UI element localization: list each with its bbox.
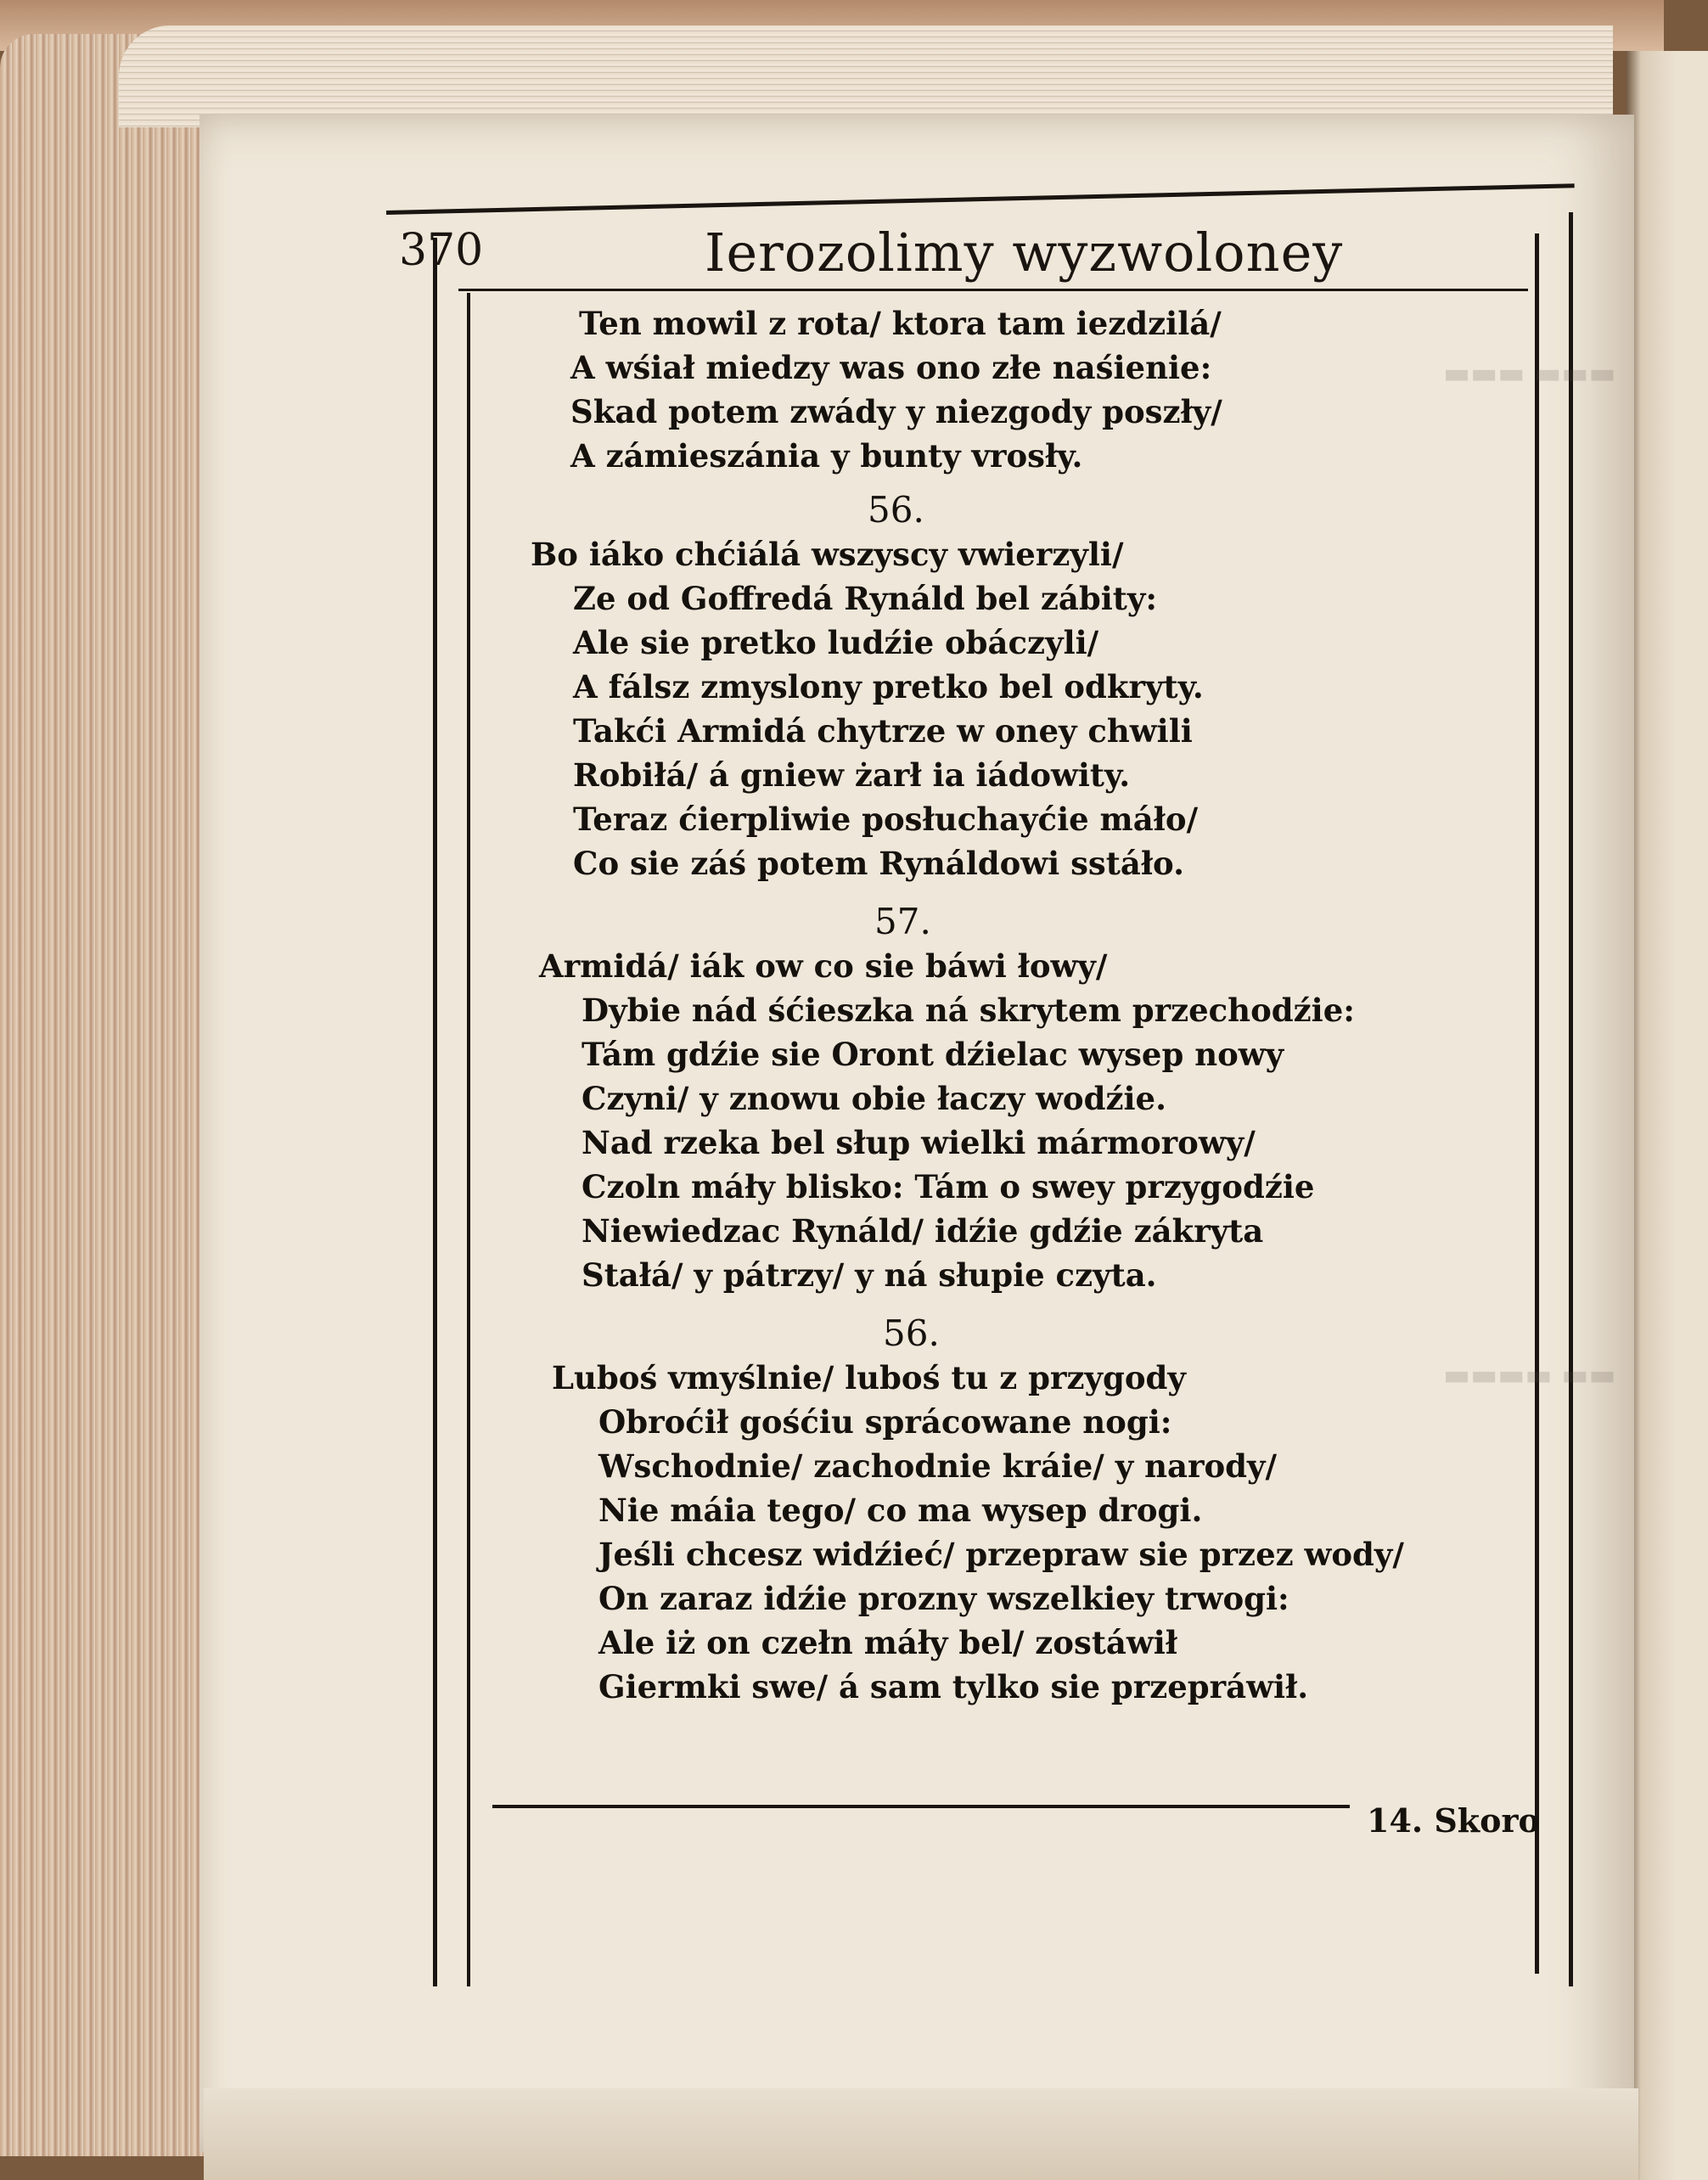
- verse-line: Obroćił gośćiu sprácowane nogi:: [598, 1403, 1172, 1441]
- verse-line: Wschodnie/ zachodnie kráie/ y narody/: [598, 1447, 1278, 1485]
- verse-line: Luboś vmyślnie/ luboś tu z przygody: [552, 1359, 1186, 1396]
- verse-line: A fálsz zmyslony pretko bel odkryty.: [573, 668, 1204, 705]
- verse-line: Co sie záś potem Rynáldowi sstáło.: [573, 845, 1184, 882]
- page-header: [399, 222, 1537, 293]
- verse-line: Ten mowil z rota/ ktora tam iezdzilá/: [579, 305, 1222, 342]
- verse-line: Robiłá/ á gniew żarł ia iádowity.: [573, 756, 1131, 794]
- verse-line: Takći Armidá chytrze w oney chwili: [573, 712, 1193, 750]
- stanza-number: 56.: [868, 489, 924, 531]
- page-edges-left: [0, 34, 212, 2156]
- signature-mark: 14: [1367, 1801, 1412, 1840]
- verse-line: Skad potem zwády y niezgody poszły/: [570, 393, 1222, 430]
- page-bottom-shadow: [204, 2088, 1638, 2180]
- bleed-through-artifact: ▬▬▬ ▬▬▬: [1443, 357, 1616, 390]
- verse-line: Teraz ćierpliwie posłuchayćie máło/: [573, 801, 1199, 838]
- verse-line: On zaraz idźie prozny wszelkiey trwogi:: [598, 1580, 1289, 1617]
- verse-line: Stałá/ y pátrzy/ y ná słupie czyta.: [582, 1256, 1157, 1294]
- running-title: Ierozolimy wyzwoloney: [705, 222, 1344, 284]
- verse-line: Dybie nád śćieszka ná skrytem przechodźie:: [582, 992, 1355, 1029]
- signature-dot: .: [1411, 1801, 1435, 1840]
- verse-line: Nie máia tego/ co ma wysep drogi.: [598, 1492, 1203, 1529]
- verse-line: Niewiedzac Rynáld/ idźie gdźie zákryta: [582, 1212, 1264, 1250]
- stanza-number: 56.: [883, 1312, 940, 1354]
- page-edges-top: [119, 25, 1613, 127]
- verse-line: Ale iż on czełn máły bel/ zostáwił: [598, 1624, 1178, 1661]
- left-frame-rule-inner: [467, 293, 470, 1986]
- left-frame-rule-outer: [433, 238, 437, 1986]
- bleed-through-artifact: ▬▬▬▬ ▬▬: [1443, 1358, 1616, 1392]
- page-footer: [1367, 1801, 1540, 1840]
- stanza-number: 57.: [874, 901, 931, 942]
- verse-line: Giermki swe/ á sam tylko sie przepráwił.: [598, 1668, 1309, 1705]
- verse-line: A wśiał miedzy was ono złe naśienie:: [570, 349, 1212, 386]
- verse-line: Ze od Goffredá Rynáld bel zábity:: [573, 580, 1158, 617]
- facing-page-edge: [1626, 51, 1708, 2180]
- verse-line: Bo iáko chćiálá wszyscy vwierzyli/: [531, 536, 1124, 573]
- verse-line: Czyni/ y znowu obie łaczy wodźie.: [582, 1080, 1166, 1117]
- verse-line: Tám gdźie sie Oront dźielac wysep nowy: [582, 1036, 1284, 1073]
- page-number: 370: [399, 225, 484, 276]
- verse-line: Czoln máły blisko: Tám o swey przygodźie: [582, 1168, 1315, 1205]
- bottom-frame-rule: [492, 1805, 1350, 1808]
- verse-line: Armidá/ iák ow co sie báwi łowy/: [539, 947, 1108, 985]
- right-frame-rule-outer: [1569, 212, 1573, 1986]
- catchword: Skoro: [1434, 1801, 1540, 1840]
- right-frame-rule-inner: [1535, 233, 1539, 1974]
- verse-line: Jeśli chcesz widźieć/ przepraw sie przez wody/: [598, 1536, 1404, 1573]
- verse-line: Nad rzeka bel słup wielki mármorowy/: [582, 1124, 1256, 1161]
- verse-line: Ale sie pretko ludźie obáczyli/: [573, 624, 1099, 661]
- verse-line: A zámieszánia y bunty vrosły.: [570, 437, 1083, 475]
